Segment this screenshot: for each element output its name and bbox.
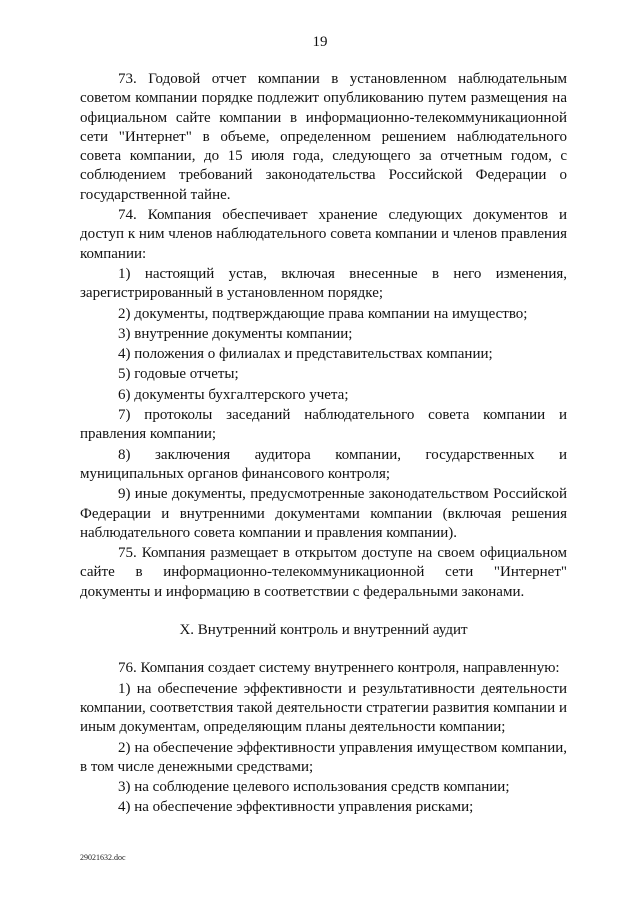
page-number: 19 <box>312 34 328 50</box>
list-item-76-4: 4) на обеспечение эффективности управления рисками; <box>118 799 474 816</box>
list-item-76-1: 1) на обеспечение эффективности и результативности деятельности компании, соответствия такой деятельности стратегии развития компании и иным документам, определяющим планы деятельности компании; <box>80 680 567 736</box>
list-item-74-2: 2) документы, подтверждающие права компании на имущество; <box>118 305 528 322</box>
list-item-74-7: 7) протоколы заседаний наблюдательного совета компании и правления компании; <box>80 407 567 443</box>
list-item-76-2: 2) на обеспечение эффективности управления имуществом компании, в том числе денежными средствами; <box>80 739 567 775</box>
list-item-74-3: 3) внутренние документы компании; <box>118 325 353 342</box>
list-item-74-9: 9) иные документы, предусмотренные законодательством Российской Федерации и внутренними документами компании (включая решения наблюдательного совета компании и правления компании). <box>80 486 567 541</box>
list-item-74-6: 6) документы бухгалтерского учета; <box>118 386 349 403</box>
list-item-74-4: 4) положения о филиалах и представительствах компании; <box>118 346 493 363</box>
document-body <box>80 70 567 818</box>
list-item-74-1: 1) настоящий устав, включая внесенные в него изменения, зарегистрированный в установленном порядке; <box>80 265 567 302</box>
list-item-74-5: 5) годовые отчеты; <box>118 366 239 383</box>
paragraph-75: 75. Компания размещает в открытом доступе на своем официальном сайте в информационно-телекоммуникационной сети "Интернет" документы и информацию в соответствии с федеральными законами. <box>80 545 567 600</box>
footer-filename: 29021632.doc <box>80 853 126 862</box>
list-item-76-3: 3) на соблюдение целевого использования средств компании; <box>118 779 510 796</box>
section-heading: X. Внутренний контроль и внутренний аудит <box>179 622 468 639</box>
list-item-74-8: 8) заключения аудитора компании, государственных и муниципальных органов финансового контроля; <box>80 446 567 482</box>
paragraph-73: 73. Годовой отчет компании в установленном наблюдательным советом компании порядке подлежит опубликованию путем размещения на официальном сайте компании в информационно-телекоммуникационной сети "Интернет" в объеме, определенном решением наблюдательного совета компании, до 15 июля года, следующего за отчетным годом, с соблюдением требований законодательства Российской Федерации о государственной тайне. <box>80 71 567 203</box>
paragraph-74: 74. Компания обеспечивает хранение следующих документов и доступ к ним членов наблюдательного совета компании и членов правления компании: <box>80 207 567 262</box>
paragraph-76: 76. Компания создает систему внутреннего контроля, направленную: <box>118 660 560 677</box>
